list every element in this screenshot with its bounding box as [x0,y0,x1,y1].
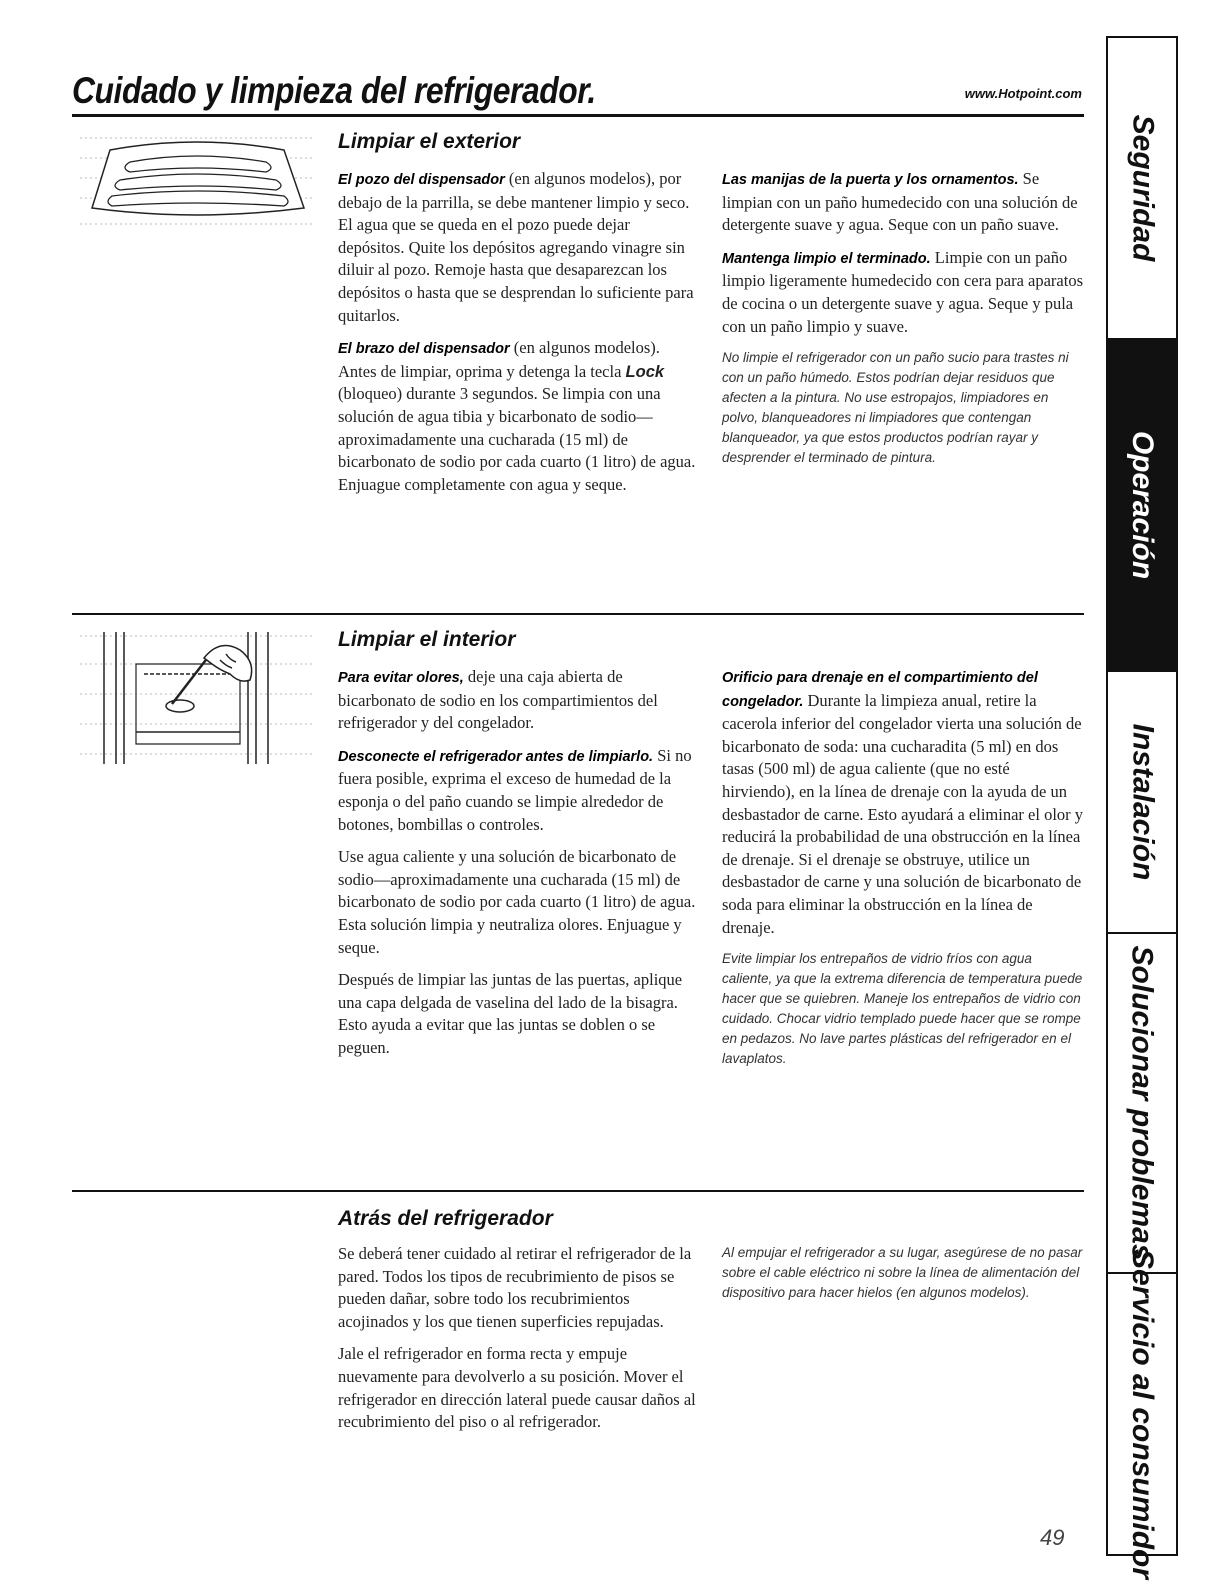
text-dispenser-arm-a: (en algunos modelos). Antes de limpiar, oprima y detenga la tecla [338,338,660,381]
section-divider-interior [72,613,1084,615]
lead-avoid-odors: Para evitar olores, [338,670,464,686]
paragraph-avoid-odors [338,666,700,735]
lead-dispenser-well: El pozo del dispensador [338,172,505,188]
section-heading-exterior: Limpiar el exterior [338,130,521,153]
paragraph-door-handles [722,168,1084,237]
lead-finish: Mantenga limpio el terminado. [722,250,931,267]
text-unplug: Si no fuera posible, exprima el exceso de humedad de la esponja o del paño cuando se limpie alrededor de botones, bombillas o controles. [338,745,692,834]
side-tab-bar [1106,36,1178,1580]
lead-unplug: Desconecte el refrigerador antes de limpiarlo. [338,748,654,765]
tab-label-operacion: Operación [1126,430,1159,580]
paragraph-move-straight: Jale el refrigerador en forma recta y empuje nuevamente para devolverlo a su posición. Mover el refrigerador en dirección lateral puede causar daños al recubrimiento del piso o al refrigerador. [338,1344,696,1432]
paragraph-finish [722,247,1084,338]
paragraph-door-gaskets: Después de limpiar las juntas de las puertas, aplique una capa delgada de vaselina del lado de la bisagra. Esto ayuda a evitar que las juntas se doblen o se peguen. [338,970,683,1057]
page-number: 49 [1040,1525,1065,1550]
tab-operacion[interactable] [1108,338,1176,670]
exterior-right-column [722,168,1084,478]
lead-dispenser-arm: El brazo del dispensador [338,341,510,358]
lead-door-handles: Las manijas de la puerta y los ornamentos. [722,172,1019,188]
tab-solucionar-problemas[interactable] [1108,932,1176,1272]
interior-left-column [338,666,700,1070]
tab-instalacion[interactable] [1108,670,1176,932]
paragraph-floor-care: Se deberá tener cuidado al retirar el refrigerador de la pared. Todos los tipos de recubrimiento de pisos se pueden dañar, sobre todo los recubrimientos acojinados y los que tienen superficies repujadas. [338,1244,692,1331]
tab-seguridad[interactable] [1108,38,1176,338]
note-behind: Al empujar el refrigerador a su lugar, asegúrese de no pasar sobre el cable eléctrico ni sobre la línea de alimentación del dispositivo para hacer hielos (en algunos modelos). [722,1245,1083,1300]
section-heading-interior: Limpiar el interior [338,628,516,651]
tab-servicio-al-consumidor[interactable] [1108,1248,1176,1580]
section-divider-behind [72,1190,1084,1192]
text-dispenser-arm-b: (bloqueo) durante 3 segundos. Se limpia con una solución de agua tibia y bicarbonato de sodio—aproximadamente una cucharada (15 ml) de bicarbonato de sodio por cada cuarto (1 litro) de agua. Enjuague completamente con agua y seque. [338,384,696,494]
text-finish: Limpie con un paño limpio ligeramente humedecido con cera para aparatos de cocina o un detergente suave y agua. Seque y pula con un paño limpio y suave. [722,247,1084,336]
text-dispenser-well: (en algunos modelos), por debajo de la parrilla, se debe mantener limpio y seco. El agua que se queda en el pozo puede dejar depósitos. Quite los depósitos agregando vinagre sin diluir al pozo. Remoje hasta que desaparezcan los depósitos o hasta que se desprendan lo suficiente para quitarlos. [338,169,694,325]
paragraph-dispenser-arm [338,337,698,496]
tab-label-solucionar-problemas: Solucionar problemas [1126,945,1160,1261]
paragraph-baking-soda-solution: Use agua caliente y una solución de bicarbonato de sodio—aproximadamente una cucharada (15 ml) de bicarbonato de sodio por cada cuarto (1 litro) de agua. Esta solución limpia y neutraliza olores. Enjuague y seque. [338,847,696,957]
interior-right-column [722,666,1084,1079]
dispenser-grille-illustration [80,128,312,232]
lock-key-label: Lock [625,362,665,381]
note-interior: Evite limpiar los entrepaños de vidrio fríos con agua caliente, ya que la extrema diferencia de temperatura puede hacer que se quiebren. Maneje los entrepaños de vidrio con cuidado. Chocar vidrio templado puede hacer que se rompe en pedazos. No lave partes plásticas del refrigerador en el lavaplatos. [722,951,1083,1067]
tab-label-instalacion: Instalación [1126,723,1159,881]
tab-label-seguridad: Seguridad [1126,114,1160,262]
section-heading-behind: Atrás del refrigerador [338,1207,553,1230]
lead-freezer-drain: Orificio para drenaje en el compartimiento del congelador. [722,670,1038,710]
paragraph-dispenser-well [338,168,698,327]
paragraph-freezer-drain [722,666,1084,939]
header-rule [72,114,1084,117]
text-door-handles: Se limpian con un paño humedecido con una solución de detergente suave y agua. Seque con un paño suave. [722,169,1078,235]
behind-left-column [338,1243,700,1444]
drain-cleaning-illustration [80,624,312,764]
note-exterior: No limpie el refrigerador con un paño sucio para trastes ni con un paño húmedo. Estos podrían dejar residuos que afecten a la pintura. No use estropajos, limpiadores en polvo, blanqueadores ni limpiadores que contengan blanqueador, ya que estos productos podrían rayar y desprender el terminado de pintura. [722,350,1069,466]
text-freezer-drain: Durante la limpieza anual, retire la cacerola inferior del congelador vierta una solución de bicarbonato de soda: una cucharadita (5 ml) en dos tasas (500 ml) de agua caliente (que no esté hirviendo), en la línea de drenaje con la ayuda de un desbastador de carne. Esto ayudará a eliminar el olor y reducirá la probabilidad de una obstrucción en la línea de drenaje. Si el drenaje se obstruye, utilice un desbastador de carne y una solución de bicarbonato de soda para eliminar la obstrucción en la línea de drenaje. [722,690,1084,937]
website-url[interactable]: www.Hotpoint.com [964,86,1082,101]
paragraph-unplug [338,745,700,836]
behind-right-column [722,1243,1084,1313]
exterior-left-column [338,168,698,506]
tab-label-servicio-al-consumidor: Servicio al consumidor [1126,1248,1160,1580]
text-avoid-odors: deje una caja abierta de bicarbonato de sodio en los compartimientos del refrigerador y del congelador. [338,667,658,733]
page-title: Cuidado y limpieza del refrigerador. [72,70,596,111]
